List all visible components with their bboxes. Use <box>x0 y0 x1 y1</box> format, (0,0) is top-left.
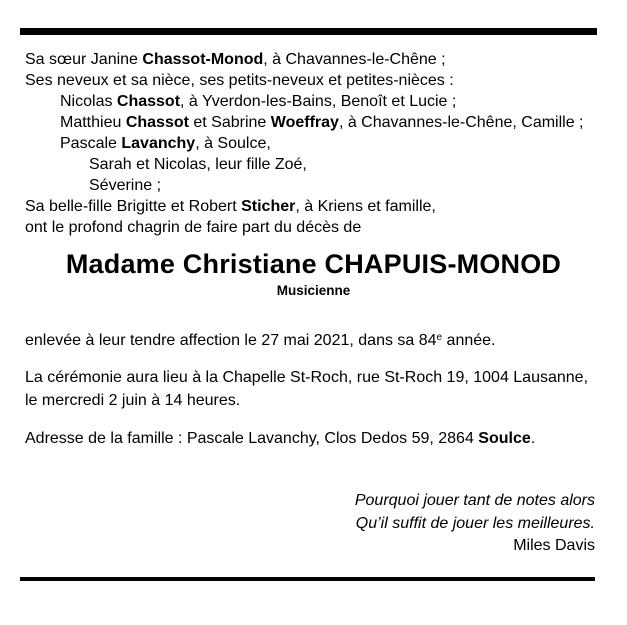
death-announcement-line <box>25 332 496 350</box>
address-locality: Soulce <box>478 430 531 447</box>
address-end: . <box>530 430 536 447</box>
address-text: Adresse de la famille : Pascale Lavanchy, Clos Dedos 59, 2864 <box>25 430 479 447</box>
top-divider-rule <box>20 28 597 35</box>
family-line: Sarah et Nicolas, leur fille Zoé, <box>89 156 307 173</box>
ceremony-line: le mercredi 2 juin à 14 heures. <box>25 392 241 409</box>
family-line: Ses neveux et sa nièce, ses petits-neveux et petites-nièces : <box>25 72 454 89</box>
family-line: Sa sœur Janine Chassot-Monod, à Chavannes-le-Chêne ; <box>25 51 446 68</box>
family-line: Sa belle-fille Brigitte et Robert Sticher, à Kriens et famille, <box>25 198 436 215</box>
family-line: Séverine ; <box>89 177 162 194</box>
family-line: Pascale Lavanchy, à Soulce, <box>60 135 271 152</box>
death-line-text: enlevée à leur tendre affection le 27 mai 2021, dans sa 84 <box>25 332 437 349</box>
quote-line: Pourquoi jouer tant de notes alors <box>354 492 595 509</box>
quote-attribution: Miles Davis <box>513 537 595 554</box>
family-line: ont le profond chagrin de faire part du décès de <box>25 219 362 236</box>
death-line-end: année. <box>442 332 496 349</box>
deceased-name-title: Madame Christiane CHAPUIS-MONOD <box>65 249 562 279</box>
quote-line: Qu’il suffit de jouer les meilleures. <box>355 514 595 532</box>
ordinal-superscript: e <box>436 332 443 343</box>
family-line: Nicolas Chassot, à Yverdon-les-Bains, Benoît et Lucie ; <box>60 93 457 110</box>
ceremony-details-block <box>25 366 588 412</box>
family-address-line <box>25 430 535 448</box>
bottom-divider-rule <box>20 577 595 581</box>
memorial-quote-block <box>355 490 595 558</box>
deceased-profession: Musicienne <box>276 283 351 298</box>
family-announcement-block <box>25 49 605 238</box>
ceremony-line: La cérémonie aura lieu à la Chapelle St-Roch, rue St-Roch 19, 1004 Lausanne, <box>25 369 589 386</box>
family-line: Matthieu Chassot et Sabrine Woeffray, à Chavannes-le-Chêne, Camille ; <box>60 114 584 131</box>
